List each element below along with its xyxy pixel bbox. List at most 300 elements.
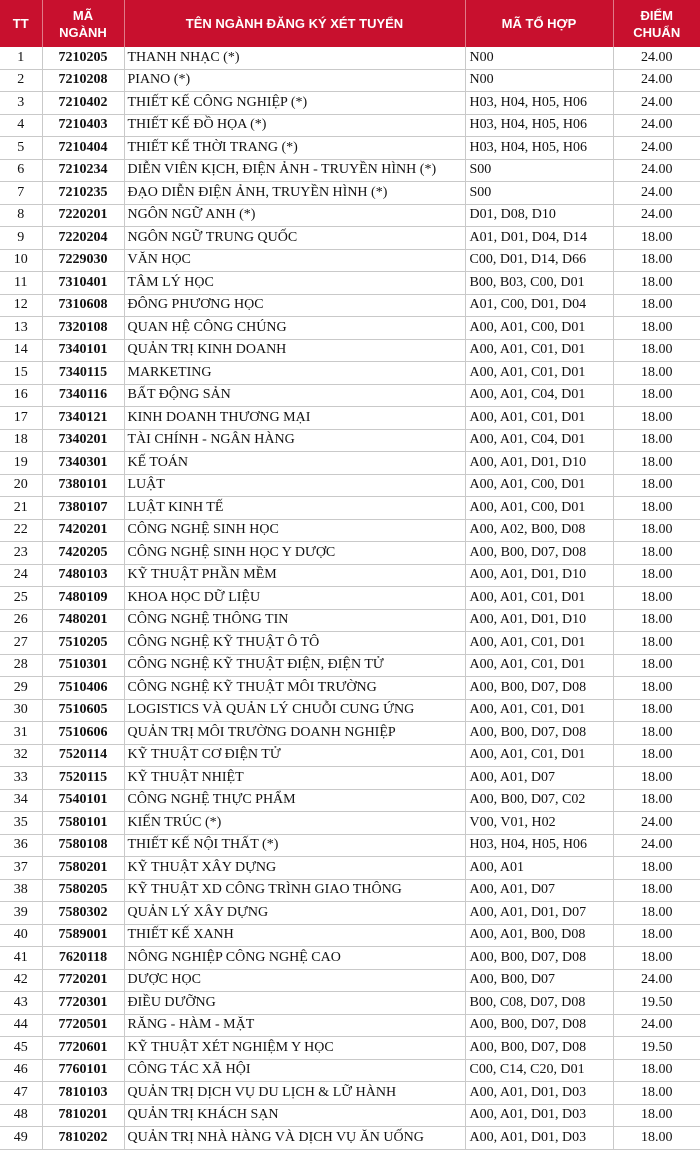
row-name: QUẢN TRỊ MÔI TRƯỜNG DOANH NGHIỆP — [124, 722, 465, 745]
table-row — [0, 384, 700, 407]
table-row — [0, 542, 700, 565]
row-score: 18.00 — [613, 654, 700, 677]
row-code: 7720601 — [42, 1037, 124, 1060]
table-row — [0, 767, 700, 790]
header-score — [613, 0, 700, 47]
row-combo: C00, C14, C20, D01 — [465, 1059, 613, 1082]
row-score: 18.00 — [613, 407, 700, 430]
row-name: KẾ TOÁN — [124, 452, 465, 475]
row-combo: N00 — [465, 69, 613, 92]
row-code: 7420201 — [42, 519, 124, 542]
row-score: 18.00 — [613, 722, 700, 745]
row-tt: 10 — [0, 249, 42, 272]
row-score: 18.00 — [613, 474, 700, 497]
row-tt: 29 — [0, 677, 42, 700]
header-combo: MÃ TỔ HỢP — [465, 0, 613, 47]
row-score: 24.00 — [613, 969, 700, 992]
table-row — [0, 47, 700, 69]
row-tt: 43 — [0, 992, 42, 1015]
row-code: 7310608 — [42, 294, 124, 317]
row-code: 7210402 — [42, 92, 124, 115]
row-code: 7310401 — [42, 272, 124, 295]
row-code: 7760101 — [42, 1059, 124, 1082]
row-name: LUẬT — [124, 474, 465, 497]
header-score-line1: ĐIỂM — [640, 7, 673, 23]
table-row — [0, 1082, 700, 1105]
row-tt: 39 — [0, 902, 42, 925]
table-row — [0, 654, 700, 677]
row-name: THIẾT KẾ XANH — [124, 924, 465, 947]
row-name: BẤT ĐỘNG SẢN — [124, 384, 465, 407]
table-row — [0, 272, 700, 295]
row-combo: A00, A01, C01, D01 — [465, 699, 613, 722]
row-code: 7340301 — [42, 452, 124, 475]
row-combo: A00, A01, C01, D01 — [465, 744, 613, 767]
row-name: RĂNG - HÀM - MẶT — [124, 1014, 465, 1037]
row-name: THIẾT KẾ ĐỒ HỌA (*) — [124, 114, 465, 137]
row-score: 18.00 — [613, 249, 700, 272]
row-tt: 1 — [0, 47, 42, 69]
table-row — [0, 204, 700, 227]
row-name: CÔNG NGHỆ KỸ THUẬT ĐIỆN, ĐIỆN TỬ — [124, 654, 465, 677]
row-score: 18.00 — [613, 744, 700, 767]
row-code: 7210208 — [42, 69, 124, 92]
row-name: VĂN HỌC — [124, 249, 465, 272]
row-combo: A00, B00, D07, D08 — [465, 677, 613, 700]
row-name: KINH DOANH THƯƠNG MẠI — [124, 407, 465, 430]
row-name: THIẾT KẾ NỘI THẤT (*) — [124, 834, 465, 857]
row-score: 18.00 — [613, 632, 700, 655]
row-combo: A00, A01, D01, D03 — [465, 1127, 613, 1150]
table-row — [0, 519, 700, 542]
row-combo: A00, A01, D01, D03 — [465, 1104, 613, 1127]
row-combo: A00, A01, D07 — [465, 879, 613, 902]
row-code: 7340101 — [42, 339, 124, 362]
row-score: 18.00 — [613, 879, 700, 902]
row-score: 18.00 — [613, 452, 700, 475]
row-tt: 42 — [0, 969, 42, 992]
header-name: TÊN NGÀNH ĐĂNG KÝ XÉT TUYỂN — [124, 0, 465, 47]
header-tt: TT — [0, 0, 42, 47]
row-tt: 49 — [0, 1127, 42, 1150]
table-row — [0, 879, 700, 902]
row-tt: 16 — [0, 384, 42, 407]
row-tt: 7 — [0, 182, 42, 205]
row-score: 18.00 — [613, 609, 700, 632]
row-score: 18.00 — [613, 564, 700, 587]
row-code: 7480201 — [42, 609, 124, 632]
row-combo: A00, A02, B00, D08 — [465, 519, 613, 542]
row-code: 7810103 — [42, 1082, 124, 1105]
row-combo: A00, A01, C01, D01 — [465, 407, 613, 430]
row-name: ĐIỀU DƯỠNG — [124, 992, 465, 1015]
row-combo: H03, H04, H05, H06 — [465, 92, 613, 115]
row-combo: A00, A01, B00, D08 — [465, 924, 613, 947]
row-name: KỸ THUẬT PHẦN MỀM — [124, 564, 465, 587]
row-name: ĐÔNG PHƯƠNG HỌC — [124, 294, 465, 317]
row-combo: A00, A01, C01, D01 — [465, 362, 613, 385]
row-code: 7220201 — [42, 204, 124, 227]
row-combo: A00, A01, C00, D01 — [465, 474, 613, 497]
table-row — [0, 587, 700, 610]
table-row — [0, 632, 700, 655]
row-code: 7380107 — [42, 497, 124, 520]
row-combo: A00, A01, C00, D01 — [465, 317, 613, 340]
row-tt: 46 — [0, 1059, 42, 1082]
table-row — [0, 1104, 700, 1127]
row-name: TÀI CHÍNH - NGÂN HÀNG — [124, 429, 465, 452]
row-code: 7720201 — [42, 969, 124, 992]
row-tt: 21 — [0, 497, 42, 520]
table-row — [0, 497, 700, 520]
row-code: 7340121 — [42, 407, 124, 430]
row-combo: S00 — [465, 182, 613, 205]
row-combo: A00, B00, D07, C02 — [465, 789, 613, 812]
row-name: THANH NHẠC (*) — [124, 47, 465, 69]
row-tt: 28 — [0, 654, 42, 677]
row-combo: A00, B00, D07, D08 — [465, 1014, 613, 1037]
row-score: 18.00 — [613, 677, 700, 700]
row-score: 18.00 — [613, 699, 700, 722]
table-header — [0, 0, 700, 47]
row-tt: 41 — [0, 947, 42, 970]
row-code: 7580201 — [42, 857, 124, 880]
row-score: 24.00 — [613, 159, 700, 182]
table-row — [0, 744, 700, 767]
row-code: 7340201 — [42, 429, 124, 452]
row-code: 7720501 — [42, 1014, 124, 1037]
row-tt: 44 — [0, 1014, 42, 1037]
row-score: 24.00 — [613, 812, 700, 835]
table-row — [0, 1014, 700, 1037]
row-tt: 18 — [0, 429, 42, 452]
table-row — [0, 1059, 700, 1082]
table-row — [0, 924, 700, 947]
row-name: KIẾN TRÚC (*) — [124, 812, 465, 835]
row-name: NGÔN NGỮ TRUNG QUỐC — [124, 227, 465, 250]
header-code-line2: NGÀNH — [59, 24, 107, 40]
row-code: 7510605 — [42, 699, 124, 722]
row-code: 7210205 — [42, 47, 124, 69]
table-row — [0, 317, 700, 340]
row-combo: H03, H04, H05, H06 — [465, 834, 613, 857]
row-score: 19.50 — [613, 992, 700, 1015]
table-row — [0, 452, 700, 475]
row-tt: 33 — [0, 767, 42, 790]
row-name: KHOA HỌC DỮ LIỆU — [124, 587, 465, 610]
row-code: 7510606 — [42, 722, 124, 745]
row-combo: A00, A01, D01, D10 — [465, 564, 613, 587]
row-code: 7520114 — [42, 744, 124, 767]
row-name: QUẢN TRỊ KHÁCH SẠN — [124, 1104, 465, 1127]
row-tt: 22 — [0, 519, 42, 542]
row-code: 7580101 — [42, 812, 124, 835]
row-score: 18.00 — [613, 857, 700, 880]
row-score: 18.00 — [613, 384, 700, 407]
table-row — [0, 159, 700, 182]
row-name: NGÔN NGỮ ANH (*) — [124, 204, 465, 227]
row-name: CÔNG NGHỆ KỸ THUẬT Ô TÔ — [124, 632, 465, 655]
row-combo: A00, A01, C01, D01 — [465, 654, 613, 677]
row-score: 18.00 — [613, 317, 700, 340]
table-row — [0, 429, 700, 452]
row-tt: 25 — [0, 587, 42, 610]
row-score: 18.00 — [613, 947, 700, 970]
row-code: 7210234 — [42, 159, 124, 182]
table-row — [0, 1037, 700, 1060]
row-combo: A00, A01, C01, D01 — [465, 339, 613, 362]
row-name: CÔNG NGHỆ KỸ THUẬT MÔI TRƯỜNG — [124, 677, 465, 700]
row-combo: B00, C08, D07, D08 — [465, 992, 613, 1015]
row-tt: 32 — [0, 744, 42, 767]
row-score: 19.50 — [613, 1037, 700, 1060]
row-tt: 12 — [0, 294, 42, 317]
row-tt: 3 — [0, 92, 42, 115]
row-name: QUẢN TRỊ NHÀ HÀNG VÀ DỊCH VỤ ĂN UỐNG — [124, 1127, 465, 1150]
row-code: 7510205 — [42, 632, 124, 655]
row-code: 7540101 — [42, 789, 124, 812]
row-tt: 27 — [0, 632, 42, 655]
row-name: KỸ THUẬT NHIỆT — [124, 767, 465, 790]
row-combo: A00, A01, C01, D01 — [465, 587, 613, 610]
row-combo: H03, H04, H05, H06 — [465, 137, 613, 160]
row-combo: A00, A01, D01, D10 — [465, 609, 613, 632]
row-score: 18.00 — [613, 1059, 700, 1082]
header-code — [42, 0, 124, 47]
row-code: 7580302 — [42, 902, 124, 925]
row-tt: 19 — [0, 452, 42, 475]
row-name: QUAN HỆ CÔNG CHÚNG — [124, 317, 465, 340]
table-row — [0, 812, 700, 835]
row-combo: D01, D08, D10 — [465, 204, 613, 227]
row-combo: A01, C00, D01, D04 — [465, 294, 613, 317]
row-name: KỸ THUẬT XD CÔNG TRÌNH GIAO THÔNG — [124, 879, 465, 902]
row-code: 7210403 — [42, 114, 124, 137]
table-row — [0, 227, 700, 250]
row-combo: A00, A01, D01, D07 — [465, 902, 613, 925]
row-tt: 4 — [0, 114, 42, 137]
row-code: 7580205 — [42, 879, 124, 902]
row-score: 18.00 — [613, 1104, 700, 1127]
row-name: DIỄN VIÊN KỊCH, ĐIỆN ẢNH - TRUYỀN HÌNH (*) — [124, 159, 465, 182]
row-tt: 11 — [0, 272, 42, 295]
row-code: 7480103 — [42, 564, 124, 587]
row-code: 7720301 — [42, 992, 124, 1015]
row-tt: 17 — [0, 407, 42, 430]
row-code: 7480109 — [42, 587, 124, 610]
header-code-line1: MÃ — [72, 7, 94, 23]
row-tt: 48 — [0, 1104, 42, 1127]
row-code: 7589001 — [42, 924, 124, 947]
row-code: 7620118 — [42, 947, 124, 970]
row-score: 18.00 — [613, 339, 700, 362]
row-name: CÔNG TÁC XÃ HỘI — [124, 1059, 465, 1082]
row-combo: A00, B00, D07, D08 — [465, 722, 613, 745]
row-combo: S00 — [465, 159, 613, 182]
table-body — [0, 47, 700, 1149]
table-row — [0, 677, 700, 700]
table-row — [0, 564, 700, 587]
row-combo: A00, B00, D07 — [465, 969, 613, 992]
row-score: 24.00 — [613, 114, 700, 137]
row-name: NÔNG NGHIỆP CÔNG NGHỆ CAO — [124, 947, 465, 970]
row-score: 18.00 — [613, 902, 700, 925]
row-name: THIẾT KẾ CÔNG NGHIỆP (*) — [124, 92, 465, 115]
row-name: DƯỢC HỌC — [124, 969, 465, 992]
table-row — [0, 609, 700, 632]
row-score: 18.00 — [613, 924, 700, 947]
row-combo: V00, V01, H02 — [465, 812, 613, 835]
row-combo: N00 — [465, 47, 613, 69]
row-name: PIANO (*) — [124, 69, 465, 92]
row-tt: 20 — [0, 474, 42, 497]
table-row — [0, 1127, 700, 1150]
row-tt: 26 — [0, 609, 42, 632]
row-score: 24.00 — [613, 137, 700, 160]
row-score: 18.00 — [613, 272, 700, 295]
row-score: 18.00 — [613, 587, 700, 610]
row-tt: 30 — [0, 699, 42, 722]
row-score: 24.00 — [613, 69, 700, 92]
table-row — [0, 857, 700, 880]
row-tt: 9 — [0, 227, 42, 250]
table-row — [0, 137, 700, 160]
row-tt: 47 — [0, 1082, 42, 1105]
table-row — [0, 249, 700, 272]
row-tt: 2 — [0, 69, 42, 92]
table-row — [0, 699, 700, 722]
row-combo: B00, B03, C00, D01 — [465, 272, 613, 295]
row-name: CÔNG NGHỆ THỰC PHẨM — [124, 789, 465, 812]
row-score: 24.00 — [613, 92, 700, 115]
row-combo: A00, A01 — [465, 857, 613, 880]
row-name: QUẢN LÝ XÂY DỰNG — [124, 902, 465, 925]
row-code: 7380101 — [42, 474, 124, 497]
row-tt: 36 — [0, 834, 42, 857]
row-combo: H03, H04, H05, H06 — [465, 114, 613, 137]
row-score: 18.00 — [613, 1082, 700, 1105]
row-score: 18.00 — [613, 429, 700, 452]
row-tt: 24 — [0, 564, 42, 587]
table-row — [0, 182, 700, 205]
row-score: 18.00 — [613, 227, 700, 250]
header-score-line2: CHUẨN — [633, 24, 681, 40]
row-tt: 34 — [0, 789, 42, 812]
row-combo: A00, A01, D01, D03 — [465, 1082, 613, 1105]
table-row — [0, 407, 700, 430]
row-name: KỸ THUẬT XÂY DỰNG — [124, 857, 465, 880]
row-code: 7580108 — [42, 834, 124, 857]
row-code: 7320108 — [42, 317, 124, 340]
row-score: 18.00 — [613, 294, 700, 317]
table-row — [0, 92, 700, 115]
row-combo: A00, B00, D07, D08 — [465, 1037, 613, 1060]
table-row — [0, 969, 700, 992]
table-row — [0, 902, 700, 925]
row-score: 24.00 — [613, 47, 700, 69]
row-name: QUẢN TRỊ DỊCH VỤ DU LỊCH & LỮ HÀNH — [124, 1082, 465, 1105]
row-code: 7510406 — [42, 677, 124, 700]
row-name: TÂM LÝ HỌC — [124, 272, 465, 295]
row-code: 7210404 — [42, 137, 124, 160]
row-tt: 45 — [0, 1037, 42, 1060]
row-name: LUẬT KINH TẾ — [124, 497, 465, 520]
table-row — [0, 834, 700, 857]
row-tt: 5 — [0, 137, 42, 160]
row-name: MARKETING — [124, 362, 465, 385]
table-row — [0, 722, 700, 745]
row-name: THIẾT KẾ THỜI TRANG (*) — [124, 137, 465, 160]
row-code: 7220204 — [42, 227, 124, 250]
row-code: 7510301 — [42, 654, 124, 677]
row-combo: A00, A01, C01, D01 — [465, 632, 613, 655]
row-name: KỸ THUẬT XÉT NGHIỆM Y HỌC — [124, 1037, 465, 1060]
row-score: 18.00 — [613, 767, 700, 790]
row-combo: A00, A01, D07 — [465, 767, 613, 790]
row-code: 7420205 — [42, 542, 124, 565]
row-combo: A00, A01, C04, D01 — [465, 429, 613, 452]
row-tt: 35 — [0, 812, 42, 835]
row-tt: 23 — [0, 542, 42, 565]
row-name: CÔNG NGHỆ SINH HỌC Y DƯỢC — [124, 542, 465, 565]
row-combo: A01, D01, D04, D14 — [465, 227, 613, 250]
row-combo: A00, B00, D07, D08 — [465, 947, 613, 970]
table-row — [0, 789, 700, 812]
table-row — [0, 69, 700, 92]
row-name: CÔNG NGHỆ THÔNG TIN — [124, 609, 465, 632]
row-score: 18.00 — [613, 519, 700, 542]
table-row — [0, 339, 700, 362]
table-row — [0, 992, 700, 1015]
row-combo: C00, D01, D14, D66 — [465, 249, 613, 272]
row-combo: A00, B00, D07, D08 — [465, 542, 613, 565]
row-score: 18.00 — [613, 1127, 700, 1150]
row-tt: 13 — [0, 317, 42, 340]
row-score: 18.00 — [613, 497, 700, 520]
table-row — [0, 362, 700, 385]
row-tt: 8 — [0, 204, 42, 227]
table-row — [0, 114, 700, 137]
row-score: 24.00 — [613, 1014, 700, 1037]
row-code: 7810201 — [42, 1104, 124, 1127]
row-code: 7340115 — [42, 362, 124, 385]
row-combo: A00, A01, C00, D01 — [465, 497, 613, 520]
row-name: ĐẠO DIỄN ĐIỆN ẢNH, TRUYỀN HÌNH (*) — [124, 182, 465, 205]
table-row — [0, 294, 700, 317]
row-score: 18.00 — [613, 789, 700, 812]
row-code: 7229030 — [42, 249, 124, 272]
row-tt: 37 — [0, 857, 42, 880]
row-name: KỸ THUẬT CƠ ĐIỆN TỬ — [124, 744, 465, 767]
row-tt: 40 — [0, 924, 42, 947]
row-code: 7210235 — [42, 182, 124, 205]
row-tt: 14 — [0, 339, 42, 362]
row-tt: 38 — [0, 879, 42, 902]
row-score: 18.00 — [613, 362, 700, 385]
row-score: 24.00 — [613, 182, 700, 205]
row-combo: A00, A01, D01, D10 — [465, 452, 613, 475]
row-name: CÔNG NGHỆ SINH HỌC — [124, 519, 465, 542]
row-combo: A00, A01, C04, D01 — [465, 384, 613, 407]
row-tt: 31 — [0, 722, 42, 745]
table-row — [0, 947, 700, 970]
row-name: LOGISTICS VÀ QUẢN LÝ CHUỖI CUNG ỨNG — [124, 699, 465, 722]
row-tt: 6 — [0, 159, 42, 182]
row-name: QUẢN TRỊ KINH DOANH — [124, 339, 465, 362]
row-score: 24.00 — [613, 834, 700, 857]
row-score: 18.00 — [613, 542, 700, 565]
table-row — [0, 474, 700, 497]
